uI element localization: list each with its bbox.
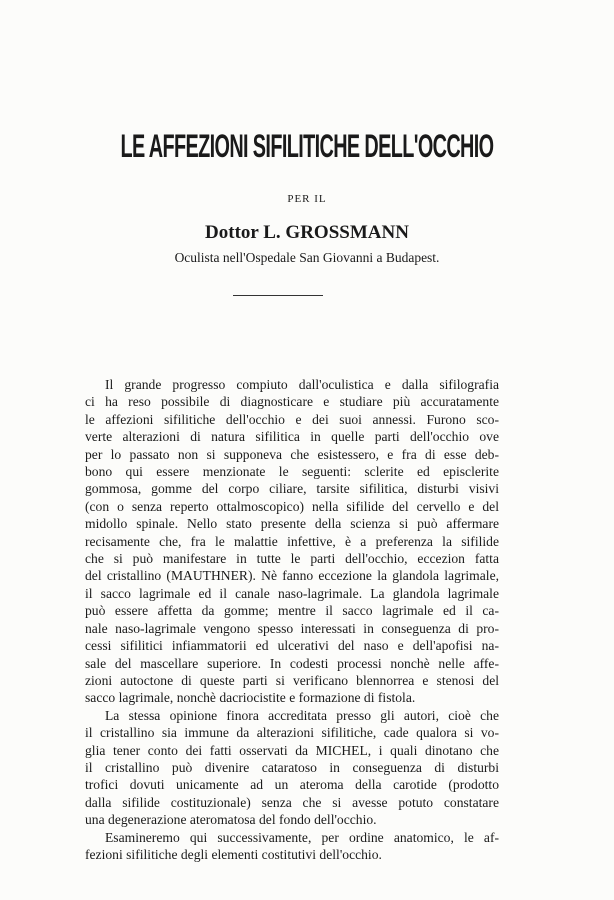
body-line: il cristallino può divenire cataratoso in conseguenza di disturbi xyxy=(85,759,499,775)
body-line: sale del mascellare superiore. In codesti processi nonchè nelle affe- xyxy=(85,655,499,671)
per-il-label: PER IL xyxy=(287,193,327,205)
body-line: (con o senza reperto ottalmoscopico) nella sifilide del cervello e del xyxy=(85,498,499,514)
body-text xyxy=(85,376,499,863)
body-line: glia tener conto dei fatti osservati da MICHEL, i quali dinotano che xyxy=(85,742,499,758)
body-line: midollo spinale. Nello stato presente della scienza si può affermare xyxy=(85,516,499,532)
body-line: che si può manifestare in tutte le parti dell'occhio, eccezion fatta xyxy=(85,551,499,567)
body-line: ci ha reso possibile di diagnosticare e studiare più accuratamente xyxy=(85,394,499,410)
body-line: fezioni sifilitiche degli elementi costitutivi dell'occhio. xyxy=(85,846,382,862)
body-line: trofici dovuti unicamente ad un ateroma della carotide (prodotto xyxy=(85,777,499,793)
body-line: per lo passato non si supponeva che esistessero, e fra di esse deb- xyxy=(85,446,499,462)
body-line: zioni autoctone di queste parti si verificano blennorrea e stenosi del xyxy=(85,672,499,688)
title-divider xyxy=(233,295,323,296)
body-line: recisamente che, fra le malattie infettive, è a preferenza la sifilide xyxy=(85,533,499,549)
body-line: bono qui essere menzionate le seguenti: sclerite ed episclerite xyxy=(85,464,499,480)
body-line: una degenerazione ateromatosa del fondo dell'occhio. xyxy=(85,812,377,828)
body-line: può essere affetta da gomme; mentre il sacco lagrimale ed il ca- xyxy=(85,603,499,619)
body-line: il sacco lagrimale ed il canale naso-lagrimale. La glandola lagrimale xyxy=(85,585,499,601)
body-line: gommosa, gomme del corpo ciliare, tarsite sifilitica, disturbi visivi xyxy=(85,481,499,497)
body-line: il cristallino sia immune da alterazioni sifilitiche, cade qualora si vo- xyxy=(85,725,499,741)
body-line: Esamineremo qui successivamente, per ordine anatomico, le af- xyxy=(105,829,499,845)
body-line: dalla sifilide costituzionale) senza che si avesse potuto constatare xyxy=(85,794,499,810)
body-line: sacco lagrimale, nonchè dacriocistite e formazione di fistola. xyxy=(85,690,416,706)
body-line: Il grande progresso compiuto dall'oculistica e dalla sifilografia xyxy=(105,377,499,392)
author-affiliation: Oculista nell'Ospedale San Giovanni a Budapest. xyxy=(174,250,440,265)
body-line: cessi sifilitici infiammatorii ed ulcerativi del naso e dell'apofisi na- xyxy=(85,638,499,654)
body-line: nale naso-lagrimale vengono spesso interessati in conseguenza di pro- xyxy=(85,620,499,636)
body-line: La stessa opinione finora accreditata presso gli autori, cioè che xyxy=(105,707,499,723)
author-name: Dottor L. GROSSMANN xyxy=(205,222,409,243)
body-line: verte alterazioni di natura sifilitica in quelle parti dell'occhio ove xyxy=(85,429,499,445)
paper-title: LE AFFEZIONI SIFILITICHE DELL'OCCHIO xyxy=(120,128,494,164)
body-line: le affezioni sifilitiche dell'occhio e dei suoi annessi. Furono sco- xyxy=(85,411,499,427)
body-line: del cristallino (MAUTHNER). Nè fanno eccezione la glandola lagrimale, xyxy=(85,568,499,584)
